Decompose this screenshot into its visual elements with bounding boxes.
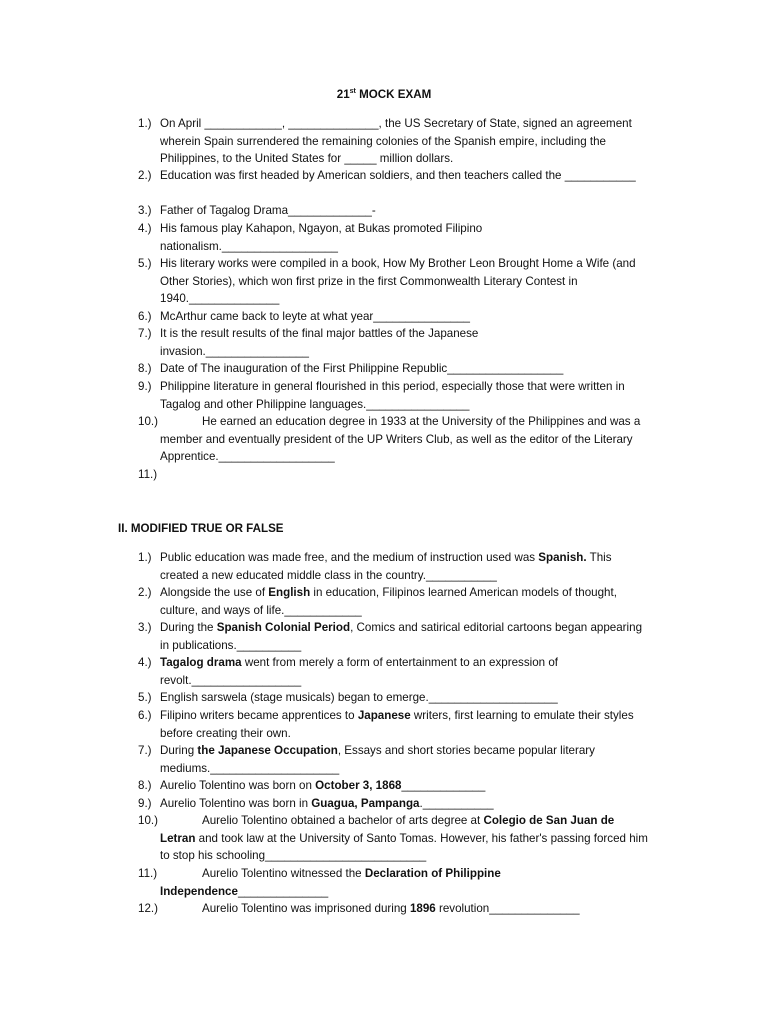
item-text: Aurelio Tolentino was imprisoned during 1896 revolution______________: [202, 902, 580, 915]
item-text: It is the result results of the final major battles of the Japanese invasion.________________: [160, 327, 479, 358]
item-text: Aurelio Tolentino obtained a bachelor of arts degree at Colegio de San Juan de Letran and took law at the University of Santo Tomas. However, his father's passing forced him to stop his schooling_________________________: [160, 814, 648, 863]
item-number: 3.): [138, 204, 152, 217]
exam-title: [0, 88, 768, 102]
item-number: 4.): [138, 656, 152, 669]
part2-item: [138, 900, 648, 918]
item-text: McArthur came back to leyte at what year_______________: [160, 310, 471, 323]
part2-item: [138, 742, 648, 777]
part1-item: [138, 413, 648, 466]
item-number: 12.): [138, 902, 158, 915]
item-text: Alongside the use of English in education, Filipinos learned American models of thought, culture, and ways of life.____________: [160, 586, 617, 617]
item-number: 10.): [138, 814, 158, 827]
item-number: 6.): [138, 310, 152, 323]
item-text: On April ____________, ______________, the US Secretary of State, signed an agreement wherein Spain surrendered the remaining colonies of the Spanish empire, including the Philippines, to the United States for _____ million dollars.: [160, 117, 632, 166]
part2-item: [138, 654, 608, 689]
part1-item: [138, 115, 648, 168]
part2-item: [138, 549, 648, 584]
item-number: 9.): [138, 797, 152, 810]
item-text: During the Spanish Colonial Period, Comics and satirical editorial cartoons began appearing in publications.__________: [160, 621, 643, 652]
item-text: Public education was made free, and the medium of instruction used was Spanish. This created a new educated middle class in the country.___________: [160, 551, 612, 582]
item-number: 3.): [138, 621, 152, 634]
part2-item: [138, 777, 648, 795]
item-number: 2.): [138, 169, 152, 182]
item-number: 11.): [138, 468, 158, 481]
part1-item: [138, 255, 648, 308]
part2-item: [138, 865, 538, 900]
item-number: 9.): [138, 380, 152, 393]
item-number: 11.): [138, 867, 158, 880]
part1-item: [138, 325, 528, 360]
item-text: English sarswela (stage musicals) began to emerge.____________________: [160, 691, 558, 704]
item-text: He earned an education degree in 1933 at the University of the Philippines and was a member and eventually president of the UP Writers Club, as well as the editor of the Literary Apprentice.__________________: [160, 415, 641, 464]
item-number: 7.): [138, 327, 152, 340]
item-text: During the Japanese Occupation, Essays and short stories became popular literary mediums.____________________: [160, 744, 595, 775]
title-number: 21: [336, 88, 350, 101]
item-number: 1.): [138, 117, 152, 130]
item-number: 8.): [138, 779, 152, 792]
title-ordinal: st: [349, 88, 356, 96]
item-text: His famous play Kahapon, Ngayon, at Bukas promoted Filipino nationalism.__________________: [160, 222, 483, 253]
part2-item: [138, 812, 648, 865]
part2-item: [138, 584, 648, 619]
item-number: 7.): [138, 744, 152, 757]
item-text: Aurelio Tolentino was born in Guagua, Pampanga.___________: [160, 797, 494, 810]
item-text: Father of Tagalog Drama_____________-: [160, 204, 376, 217]
part1-item: [138, 308, 648, 326]
item-number: 4.): [138, 222, 152, 235]
part1-item: [138, 202, 648, 220]
part1-item: [138, 167, 648, 185]
item-text: Aurelio Tolentino was born on October 3, 1868_____________: [160, 779, 486, 792]
item-number: 8.): [138, 362, 152, 375]
part1-item: [138, 360, 648, 378]
item-text: His literary works were compiled in a book, How My Brother Leon Brought Home a Wife (and Other Stories), which won first prize in the first Commonwealth Literary Contest in 1940.______________: [160, 257, 636, 306]
title-text: MOCK EXAM: [355, 88, 432, 101]
item-number: 5.): [138, 257, 152, 270]
item-text: Tagalog drama went from merely a form of entertainment to an expression of revolt._________________: [160, 656, 559, 687]
item-text: Education was first headed by American soldiers, and then teachers called the ___________: [160, 169, 636, 182]
item-text: Date of The inauguration of the First Philippine Republic__________________: [160, 362, 564, 375]
section-heading: II. MODIFIED TRUE OR FALSE: [118, 522, 284, 535]
part1-item: [138, 378, 648, 413]
part1-item: [138, 220, 518, 255]
part2-item: [138, 619, 648, 654]
item-number: 5.): [138, 691, 152, 704]
item-number: 2.): [138, 586, 152, 599]
part2-item: [138, 689, 648, 707]
item-text: Filipino writers became apprentices to Japanese writers, first learning to emulate their styles before creating their own.: [160, 709, 634, 740]
item-number: 1.): [138, 551, 152, 564]
item-number: 6.): [138, 709, 152, 722]
item-text: Aurelio Tolentino witnessed the Declaration of Philippine Independence______________: [160, 867, 501, 898]
item-number: 10.): [138, 415, 158, 428]
part2-item: [138, 707, 648, 742]
item-text: Philippine literature in general flourished in this period, especially those that were written in Tagalog and other Philippine languages.________________: [160, 380, 625, 411]
part2-item: [138, 795, 648, 813]
